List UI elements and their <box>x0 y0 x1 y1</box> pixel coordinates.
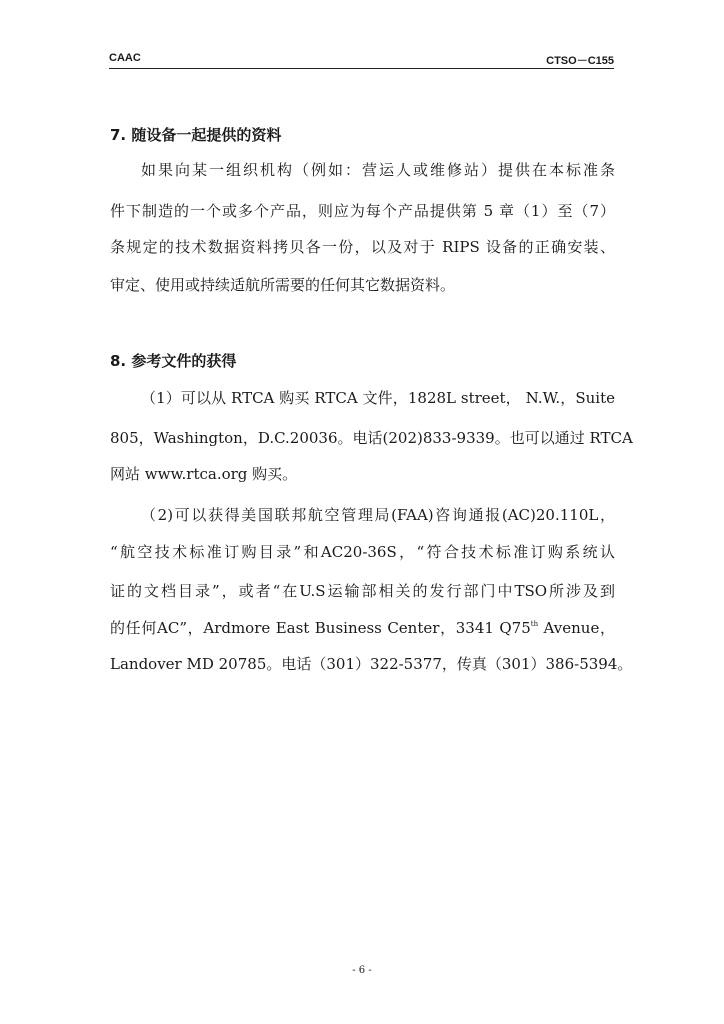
section-7-line: 件下制造的一个或多个产品，则应为每个产品提供第 5 章（1）至（7） <box>110 202 615 220</box>
section-8-p1-line: （1）可以从 RTCA 购买 RTCA 文件，1828L street， N.W.，Suite <box>141 389 615 407</box>
section-8-p2-line: （2)可以获得美国联邦航空管理局(FAA)咨询通报(AC)20.110L， <box>141 506 615 524</box>
page-number: - 6 - <box>352 965 372 976</box>
header-left: CAAC <box>109 52 141 64</box>
section-8-p2-line: 证的文档目录”，或者“在U.S运输部相关的发行部门中TSO所涉及到 <box>110 582 615 600</box>
ac-line-text-end: Avenue， <box>538 619 616 637</box>
section-8-p2-line <box>110 618 615 638</box>
ordinal-superscript: th <box>530 620 539 628</box>
section-8-heading: 8. 参考文件的获得 <box>110 352 237 370</box>
section-8-p2-line: Landover MD 20785。电话（301）322-5377，传真（301）386-5394。 <box>110 655 633 673</box>
ac-line-text: 的任何AC”，Ardmore East Business Center，3341 Q75 <box>110 619 531 637</box>
header-rule <box>109 68 614 69</box>
section-8-p1-line: 805，Washington，D.C.20036。电话(202)833-9339。也可以通过 RTCA <box>110 429 633 447</box>
section-7-line: 审定、使用或持续适航所需要的任何其它数据资料。 <box>110 276 456 294</box>
section-8-p1-line: 网站 www.rtca.org 购买。 <box>110 465 298 483</box>
header-right: CTSO－C155 <box>546 55 614 67</box>
section-8-p2-line: “航空技术标准订购目录”和AC20-36S，“符合技术标准订购系统认 <box>110 543 615 561</box>
section-7-heading: 7. 随设备一起提供的资料 <box>110 126 282 144</box>
page-header <box>109 52 614 69</box>
section-7-line: 如果向某一组织机构（例如：营运人或维修站）提供在本标准条 <box>141 161 615 179</box>
section-7-line: 条规定的技术数据资料拷贝各一份，以及对于 RIPS 设备的正确安装、 <box>110 238 615 256</box>
